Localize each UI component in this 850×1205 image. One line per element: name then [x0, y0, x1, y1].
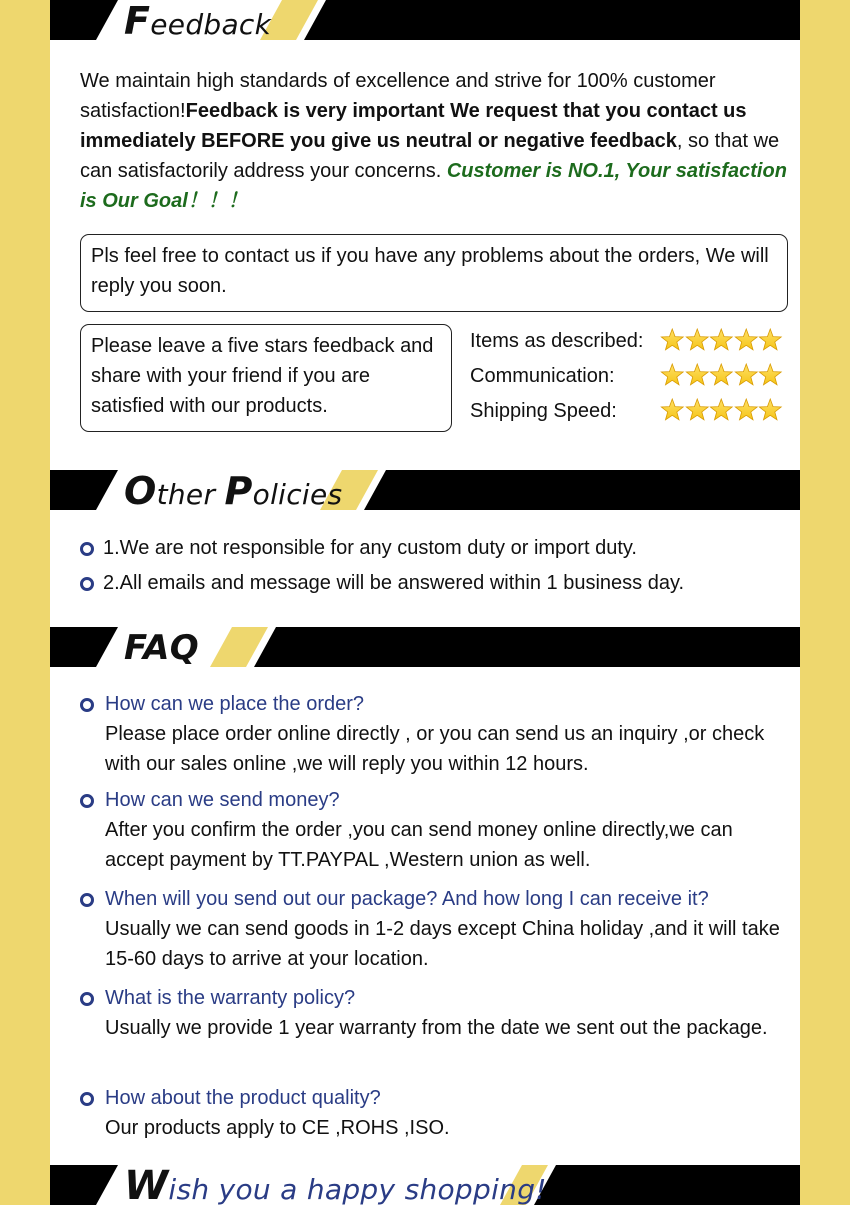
policies-banner: [50, 470, 800, 512]
star-icon: [758, 398, 783, 431]
star-icon: [758, 363, 783, 396]
faq-question: How about the product quality?: [105, 1087, 381, 1109]
policies-title: Other Policies: [124, 469, 343, 513]
rating-label: Communication:: [470, 365, 615, 387]
faq-answer: Please place order online directly , or you can send us an inquiry ,or check with our sales online ,we will reply you within 12 hours.: [105, 723, 765, 775]
bullet-icon: [80, 794, 94, 808]
faq-question: When will you send out our package? And how long I can receive it?: [105, 888, 709, 910]
star-icon: [734, 363, 759, 396]
star-icon: [685, 328, 710, 361]
star-icon: [709, 398, 734, 431]
policy-item: 1.We are not responsible for any custom duty or import duty.: [103, 537, 637, 559]
rating-row-items: [470, 326, 790, 356]
bullet-icon: [80, 542, 94, 556]
star-icon: [685, 363, 710, 396]
closing-title: Wish you a happy shopping!: [124, 1163, 547, 1205]
star-rating: [660, 398, 783, 431]
faq-answer: Usually we provide 1 year warranty from the date we sent out the package.: [105, 1017, 768, 1039]
rating-label: Shipping Speed:: [470, 400, 617, 422]
page: [50, 0, 800, 1205]
bullet-icon: [80, 577, 94, 591]
feedback-banner: [50, 0, 800, 42]
faq-banner: [50, 627, 800, 669]
faq-title: FAQ: [124, 628, 199, 668]
bullet-icon: [80, 893, 94, 907]
star-rating: [660, 363, 783, 396]
closing-banner: [50, 1165, 800, 1205]
star-rating: [660, 328, 783, 361]
faq-question: What is the warranty policy?: [105, 987, 356, 1009]
star-icon: [660, 363, 685, 396]
star-icon: [734, 398, 759, 431]
policy-item: 2.All emails and message will be answered within 1 business day.: [103, 572, 685, 594]
bullet-icon: [80, 992, 94, 1006]
feedback-paragraph: We maintain high standards of excellence and strive for 100% customer satisfaction!Feedback is very important We request that you contact us immediately BEFORE you give us neutral or negative feedback, so that we can satisfactorily address your concerns. Customer is NO.1, Your satisfaction is Our Goal！！！: [80, 70, 787, 212]
contact-box: Pls feel free to contact us if you have any problems about the orders, We will reply you soon.: [80, 234, 788, 312]
star-icon: [660, 398, 685, 431]
faq-answer: After you confirm the order ,you can send money online directly,we can accept payment by TT.PAYPAL ,Western union as well.: [105, 819, 733, 871]
star-icon: [709, 328, 734, 361]
star-icon: [685, 398, 710, 431]
feedback-title: Feedback: [124, 0, 272, 43]
star-icon: [709, 363, 734, 396]
star-icon: [660, 328, 685, 361]
faq-question: How can we send money?: [105, 789, 340, 811]
rating-row-communication: [470, 361, 790, 391]
faq-question: How can we place the order?: [105, 693, 365, 715]
star-icon: [758, 328, 783, 361]
rating-label: Items as described:: [470, 330, 644, 352]
faq-answer: Our products apply to CE ,ROHS ,ISO.: [105, 1117, 450, 1139]
bullet-icon: [80, 698, 94, 712]
star-icon: [734, 328, 759, 361]
rating-row-shipping: [470, 396, 790, 426]
bullet-icon: [80, 1092, 94, 1106]
faq-answer: Usually we can send goods in 1-2 days except China holiday ,and it will take 15-60 days to arrive at your location.: [105, 918, 780, 970]
five-star-box: Please leave a five stars feedback and share with your friend if you are satisfied with our products.: [80, 324, 452, 432]
